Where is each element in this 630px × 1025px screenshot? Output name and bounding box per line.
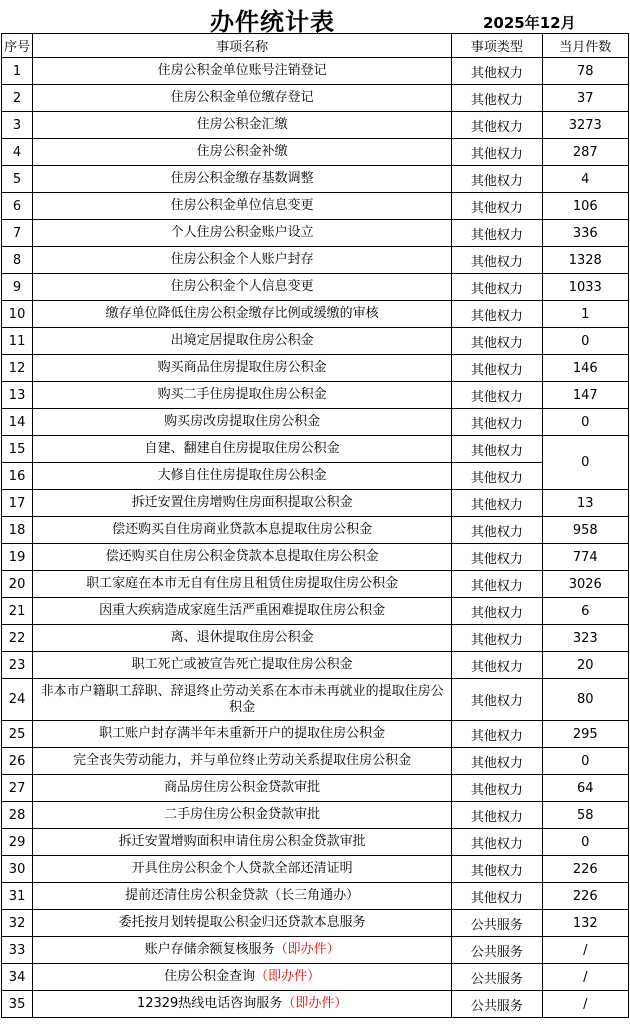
item-name-text: 二手房住房公积金贷款审批 — [164, 807, 321, 822]
item-name — [33, 652, 452, 679]
item-name-text: 账户存储余额复核服务 — [144, 942, 275, 957]
item-count: 4 — [542, 166, 628, 193]
table-row — [2, 679, 629, 721]
item-name — [33, 58, 452, 85]
item-name-text: 住房公积金个人信息变更 — [170, 279, 314, 294]
item-name-text: 职工账户封存满半年未重新开户的提取住房公积金 — [99, 726, 386, 741]
instant-note: （即办件） — [255, 969, 321, 984]
item-name — [33, 490, 452, 517]
row-number: 10 — [2, 301, 33, 328]
table-row — [2, 490, 629, 517]
item-name — [33, 517, 452, 544]
row-number: 33 — [2, 937, 33, 964]
item-type: 公共服务 — [452, 937, 542, 964]
table-row — [2, 910, 629, 937]
item-type: 其他权力 — [452, 598, 542, 625]
item-name-text: 购买商品住房提取住房公积金 — [157, 360, 327, 375]
item-count: 64 — [542, 775, 628, 802]
item-count: 295 — [542, 721, 628, 748]
table-row — [2, 964, 629, 991]
row-number: 20 — [2, 571, 33, 598]
table-row — [2, 274, 629, 301]
item-count: 3026 — [542, 571, 628, 598]
header-no: 序号 — [2, 34, 33, 58]
row-number: 17 — [2, 490, 33, 517]
row-number: 21 — [2, 598, 33, 625]
row-number: 5 — [2, 166, 33, 193]
item-count: / — [542, 937, 628, 964]
item-count: 336 — [542, 220, 628, 247]
item-name — [33, 775, 452, 802]
item-count: 323 — [542, 625, 628, 652]
item-name — [33, 355, 452, 382]
item-type: 其他权力 — [452, 490, 542, 517]
row-number: 9 — [2, 274, 33, 301]
item-name — [33, 544, 452, 571]
item-count: / — [542, 964, 628, 991]
item-type: 其他权力 — [452, 748, 542, 775]
table-row — [2, 355, 629, 382]
row-number: 16 — [2, 463, 33, 490]
item-name — [33, 748, 452, 775]
item-name — [33, 598, 452, 625]
row-number: 1 — [2, 58, 33, 85]
item-type: 其他权力 — [452, 544, 542, 571]
item-count: 958 — [542, 517, 628, 544]
item-type: 其他权力 — [452, 775, 542, 802]
item-name-text: 住房公积金单位缴存登记 — [170, 90, 314, 105]
item-name — [33, 802, 452, 829]
row-number: 35 — [2, 991, 33, 1018]
table-row — [2, 802, 629, 829]
item-count: 80 — [542, 679, 628, 721]
item-type: 其他权力 — [452, 166, 542, 193]
instant-note: （即办件） — [282, 996, 348, 1011]
item-name — [33, 247, 452, 274]
item-name — [33, 937, 452, 964]
table-row — [2, 112, 629, 139]
row-number: 26 — [2, 748, 33, 775]
row-number: 14 — [2, 409, 33, 436]
item-name-text: 职工家庭在本市无自有住房且租赁住房提取住房公积金 — [86, 576, 399, 591]
table-row — [2, 58, 629, 85]
item-name — [33, 139, 452, 166]
table-row — [2, 652, 629, 679]
item-name-text: 购买房改房提取住房公积金 — [164, 414, 321, 429]
item-type: 其他权力 — [452, 625, 542, 652]
item-type: 其他权力 — [452, 85, 542, 112]
table-row — [2, 328, 629, 355]
row-number: 13 — [2, 382, 33, 409]
item-name — [33, 910, 452, 937]
row-number: 12 — [2, 355, 33, 382]
item-name-text: 大修自住住房提取住房公积金 — [157, 468, 327, 483]
item-name — [33, 964, 452, 991]
item-count: 20 — [542, 652, 628, 679]
row-number: 6 — [2, 193, 33, 220]
table-row — [2, 883, 629, 910]
table-row — [2, 625, 629, 652]
row-number: 2 — [2, 85, 33, 112]
item-type: 公共服务 — [452, 910, 542, 937]
item-name — [33, 436, 452, 463]
item-type: 其他权力 — [452, 571, 542, 598]
item-count: 146 — [542, 355, 628, 382]
item-count: 106 — [542, 193, 628, 220]
item-count: 0 — [542, 436, 628, 490]
row-number: 7 — [2, 220, 33, 247]
item-name — [33, 166, 452, 193]
row-number: 8 — [2, 247, 33, 274]
item-type: 公共服务 — [452, 964, 542, 991]
item-count: 0 — [542, 328, 628, 355]
item-type: 其他权力 — [452, 112, 542, 139]
item-name — [33, 328, 452, 355]
item-name-text: 出境定居提取住房公积金 — [170, 333, 314, 348]
item-type: 其他权力 — [452, 652, 542, 679]
row-number: 28 — [2, 802, 33, 829]
item-name-text: 缴存单位降低住房公积金缴存比例或缓缴的审核 — [105, 306, 379, 321]
item-type: 其他权力 — [452, 409, 542, 436]
row-number: 23 — [2, 652, 33, 679]
table-row — [2, 856, 629, 883]
table-row — [2, 247, 629, 274]
item-name — [33, 721, 452, 748]
item-name-text: 职工死亡或被宣告死亡提取住房公积金 — [131, 657, 353, 672]
table-row — [2, 409, 629, 436]
item-name — [33, 571, 452, 598]
row-number: 29 — [2, 829, 33, 856]
item-type: 其他权力 — [452, 355, 542, 382]
row-number: 27 — [2, 775, 33, 802]
item-name-text: 拆迁安置增购面积申请住房公积金贷款审批 — [118, 834, 366, 849]
stats-table — [1, 33, 629, 1018]
table-row — [2, 193, 629, 220]
item-type: 其他权力 — [452, 274, 542, 301]
table-row — [2, 775, 629, 802]
item-type: 其他权力 — [452, 517, 542, 544]
item-name-text: 离、退休提取住房公积金 — [170, 630, 314, 645]
item-name — [33, 301, 452, 328]
row-number: 18 — [2, 517, 33, 544]
item-type: 其他权力 — [452, 463, 542, 490]
item-name — [33, 85, 452, 112]
item-count: 37 — [542, 85, 628, 112]
item-name-text: 住房公积金个人账户封存 — [170, 252, 314, 267]
item-type: 其他权力 — [452, 436, 542, 463]
item-name — [33, 274, 452, 301]
row-number: 22 — [2, 625, 33, 652]
header-count: 当月件数 — [542, 34, 628, 58]
item-count: 0 — [542, 409, 628, 436]
item-name-text: 自建、翻建自住房提取住房公积金 — [144, 441, 340, 456]
item-count: 6 — [542, 598, 628, 625]
table-row — [2, 139, 629, 166]
item-name — [33, 829, 452, 856]
item-name — [33, 220, 452, 247]
item-name — [33, 991, 452, 1018]
item-name-text: 住房公积金单位账号注销登记 — [157, 63, 327, 78]
item-name-text: 住房公积金汇缴 — [196, 117, 288, 132]
item-name-text: 12329热线电话咨询服务 — [136, 996, 283, 1011]
row-number: 25 — [2, 721, 33, 748]
item-name-text: 住房公积金查询 — [164, 969, 256, 984]
item-count: 226 — [542, 856, 628, 883]
table-row — [2, 382, 629, 409]
item-name — [33, 409, 452, 436]
item-count: 147 — [542, 382, 628, 409]
item-count: / — [542, 991, 628, 1018]
row-number: 19 — [2, 544, 33, 571]
item-count: 78 — [542, 58, 628, 85]
item-name-text: 商品房住房公积金贷款审批 — [164, 780, 321, 795]
item-name-text: 完全丧失劳动能力，并与单位终止劳动关系提取住房公积金 — [73, 753, 412, 768]
table-row — [2, 85, 629, 112]
item-type: 其他权力 — [452, 220, 542, 247]
item-type: 其他权力 — [452, 883, 542, 910]
item-type: 其他权力 — [452, 139, 542, 166]
row-number: 30 — [2, 856, 33, 883]
title-bar — [0, 0, 630, 36]
row-number: 34 — [2, 964, 33, 991]
row-number: 24 — [2, 679, 33, 721]
item-name-text: 住房公积金补缴 — [196, 144, 288, 159]
row-number: 4 — [2, 139, 33, 166]
item-name-text: 住房公积金缴存基数调整 — [170, 171, 314, 186]
item-name-text: 开具住房公积金个人贷款全部还清证明 — [131, 861, 353, 876]
item-type: 其他权力 — [452, 58, 542, 85]
item-name-text: 拆迁安置住房增购住房面积提取公积金 — [131, 495, 353, 510]
item-count: 132 — [542, 910, 628, 937]
table-row — [2, 544, 629, 571]
item-name — [33, 112, 452, 139]
item-type: 其他权力 — [452, 193, 542, 220]
table-row — [2, 436, 629, 463]
table-row — [2, 991, 629, 1018]
item-name — [33, 679, 452, 721]
item-type: 其他权力 — [452, 829, 542, 856]
instant-note: （即办件） — [274, 942, 340, 957]
item-name — [33, 193, 452, 220]
row-number: 15 — [2, 436, 33, 463]
item-type: 其他权力 — [452, 382, 542, 409]
item-count: 3273 — [542, 112, 628, 139]
table-body — [2, 58, 629, 1018]
item-type: 其他权力 — [452, 721, 542, 748]
item-type: 其他权力 — [452, 301, 542, 328]
item-name — [33, 856, 452, 883]
item-type: 其他权力 — [452, 856, 542, 883]
table-row — [2, 598, 629, 625]
item-name-text: 偿还购买自住房公积金贷款本息提取住房公积金 — [105, 549, 379, 564]
item-type: 其他权力 — [452, 802, 542, 829]
table-row — [2, 571, 629, 598]
item-count: 0 — [542, 829, 628, 856]
item-name-text: 购买二手住房提取住房公积金 — [157, 387, 327, 402]
item-name — [33, 883, 452, 910]
row-number: 11 — [2, 328, 33, 355]
item-count: 287 — [542, 139, 628, 166]
row-number: 3 — [2, 112, 33, 139]
table-row — [2, 166, 629, 193]
item-name-text: 偿还购买自住房商业贷款本息提取住房公积金 — [112, 522, 373, 537]
table-row — [2, 301, 629, 328]
item-count: 226 — [542, 883, 628, 910]
row-number: 31 — [2, 883, 33, 910]
item-count: 0 — [542, 748, 628, 775]
item-name — [33, 625, 452, 652]
item-type: 其他权力 — [452, 679, 542, 721]
row-number: 32 — [2, 910, 33, 937]
report-period: 2025年12月 — [483, 14, 576, 32]
item-count: 1033 — [542, 274, 628, 301]
item-count: 13 — [542, 490, 628, 517]
table-row — [2, 748, 629, 775]
header-row — [2, 34, 629, 58]
table-row — [2, 463, 629, 490]
table-row — [2, 829, 629, 856]
item-type: 公共服务 — [452, 991, 542, 1018]
item-name-text: 住房公积金单位信息变更 — [170, 198, 314, 213]
item-name-text: 非本市户籍职工辞职、辞退终止劳动关系在本市未再就业的提取住房公积金 — [40, 683, 444, 715]
item-count: 58 — [542, 802, 628, 829]
item-count: 1 — [542, 301, 628, 328]
header-type: 事项类型 — [452, 34, 542, 58]
item-name-text: 因重大疾病造成家庭生活严重困难提取住房公积金 — [99, 603, 386, 618]
item-name — [33, 382, 452, 409]
item-name-text: 委托按月划转提取公积金归还贷款本息服务 — [118, 915, 366, 930]
table-row — [2, 517, 629, 544]
item-name-text: 提前还清住房公积金贷款（长三角通办） — [125, 888, 360, 903]
page-title: 办件统计表 — [210, 7, 335, 36]
item-type: 其他权力 — [452, 328, 542, 355]
header-name: 事项名称 — [33, 34, 452, 58]
item-name-text: 个人住房公积金账户设立 — [170, 225, 314, 240]
table-row — [2, 220, 629, 247]
table-row — [2, 937, 629, 964]
table-row — [2, 721, 629, 748]
item-type: 其他权力 — [452, 247, 542, 274]
item-count: 774 — [542, 544, 628, 571]
item-name — [33, 463, 452, 490]
item-count: 1328 — [542, 247, 628, 274]
